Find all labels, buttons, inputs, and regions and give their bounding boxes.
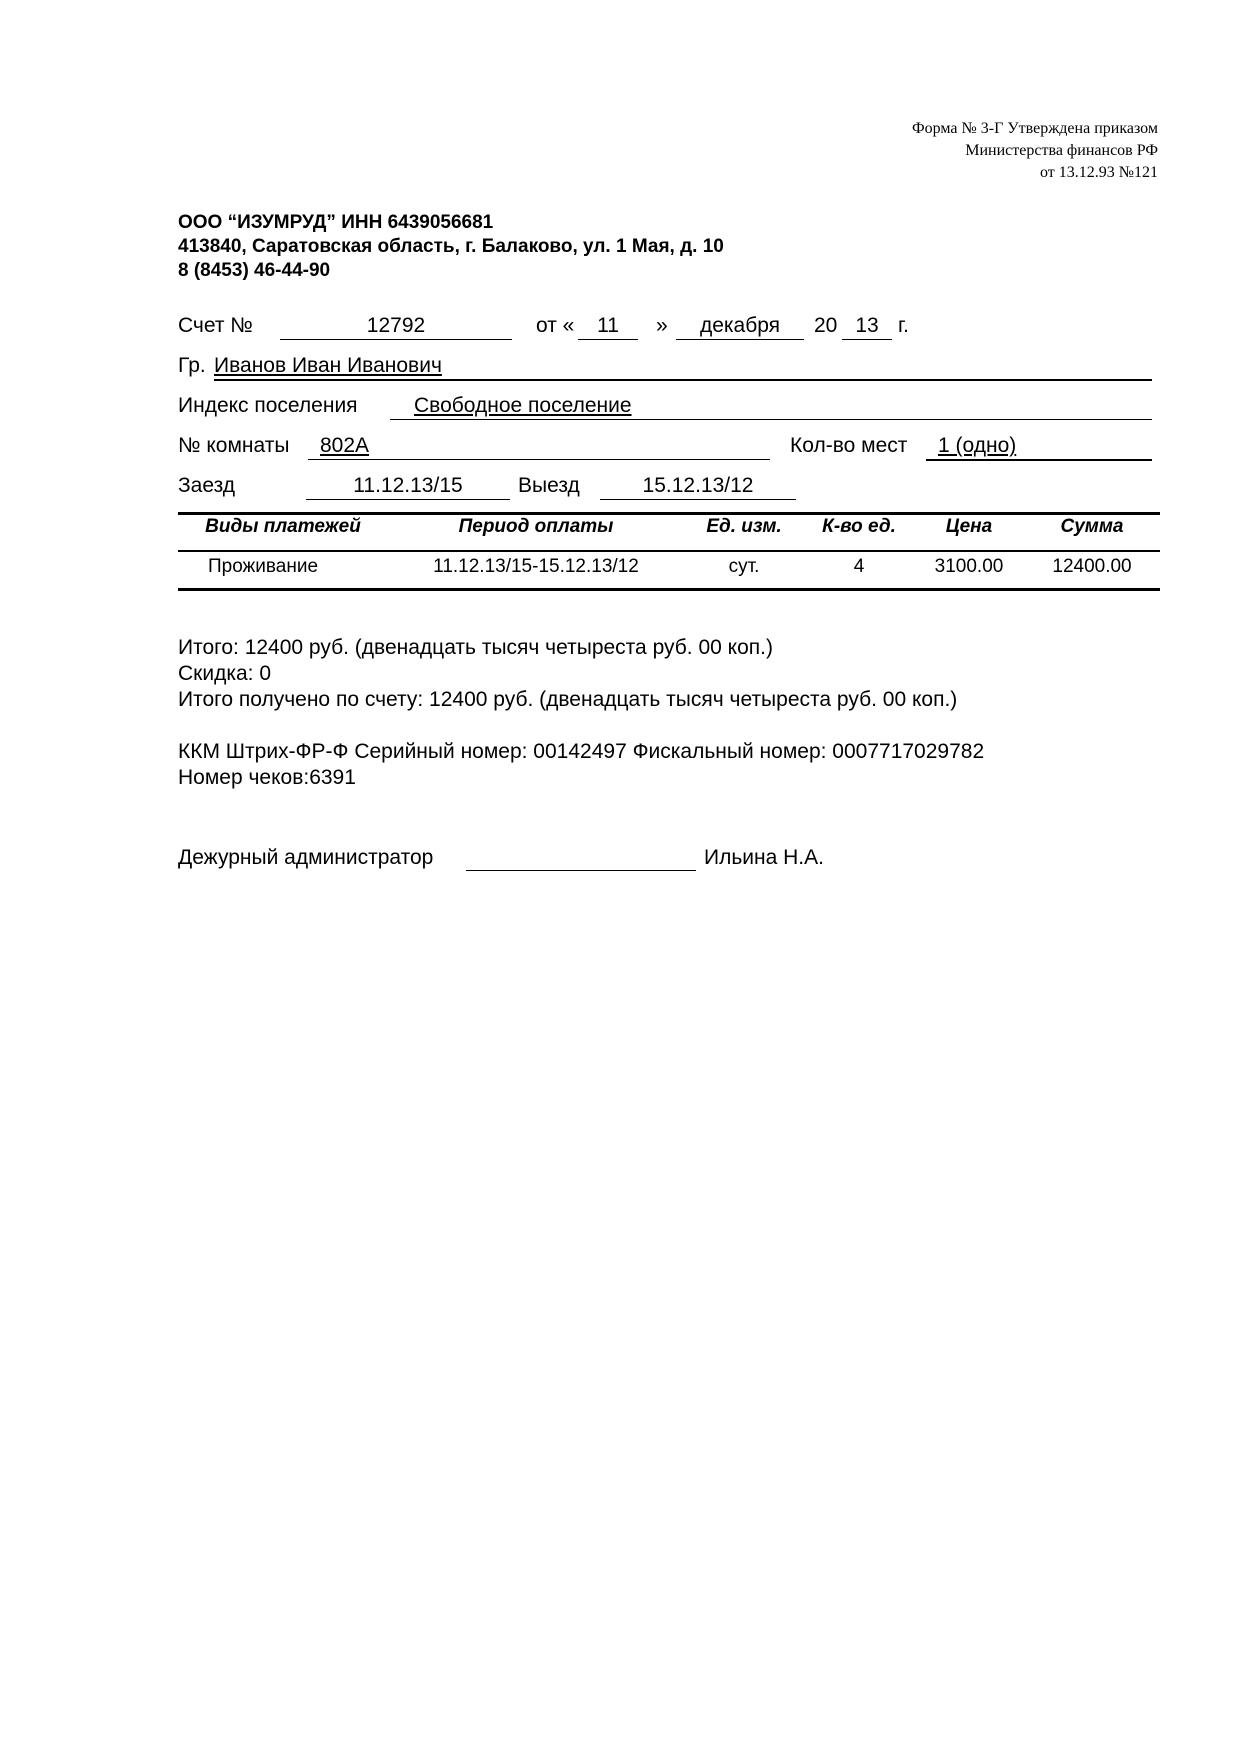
signature-name: Ильина Н.А.: [704, 846, 824, 869]
room-field: [308, 433, 770, 460]
room-label: № комнаты: [178, 434, 290, 457]
guest-name-field: [214, 353, 1152, 381]
form-ref-line2: Министерства финансов РФ: [965, 142, 1158, 159]
table-header-price: Цена: [945, 516, 993, 537]
table-header-unit: Ед. изм.: [706, 516, 782, 537]
table-row: [178, 556, 1160, 584]
checkout-value: 15.12.13/12: [642, 474, 754, 497]
table-cell-quantity: 4: [853, 556, 865, 577]
form-ref-line1: Форма № 3-Г Утверждена приказом: [911, 120, 1158, 137]
invoice-number-field: [280, 313, 512, 340]
table-cell-sum: 12400.00: [1052, 556, 1132, 577]
table-cell-unit: сут.: [728, 556, 760, 577]
kkm-line: ККМ Штрих-ФР-Ф Серийный номер: 00142497 Фискальный номер: 0007717029782: [178, 740, 985, 763]
table-header-sum: Сумма: [1060, 516, 1124, 537]
checkout-field: [600, 473, 796, 500]
received-line: Итого получено по счету: 12400 руб. (двенадцать тысяч четыреста руб. 00 коп.): [178, 688, 958, 711]
checkout-label: Выезд: [518, 474, 580, 497]
checkin-field: [306, 473, 510, 500]
invoice-day: 11: [597, 314, 619, 337]
invoice-quote-close: »: [656, 314, 668, 337]
invoice-year-suffix: 13: [855, 314, 879, 337]
settlement-label: Индекс поселения: [178, 394, 358, 417]
invoice-year-unit: г.: [898, 314, 909, 337]
org-address: 413840, Саратовская область, г. Балаково, ул. 1 Мая, д. 10: [178, 236, 724, 257]
checkin-label: Заезд: [178, 474, 236, 497]
invoice-month-field: [676, 313, 804, 340]
guest-label: Гр.: [178, 354, 206, 377]
org-phone: 8 (8453) 46-44-90: [178, 260, 331, 281]
room-value: 802А: [320, 434, 370, 457]
table-top-rule: [178, 512, 1160, 515]
table-header-payment-type: Виды платежей: [205, 516, 361, 537]
settlement-value: Свободное поселение: [414, 394, 632, 417]
invoice-month: декабря: [699, 314, 781, 337]
form-ref-line3: от 13.12.93 №121: [1039, 164, 1158, 181]
table-header-rule: [178, 550, 1160, 552]
table-header-period: Период оплаты: [458, 516, 614, 537]
table-cell-period: 11.12.13/15-15.12.13/12: [433, 556, 639, 577]
table-bottom-rule: [178, 588, 1160, 591]
invoice-year-prefix: 20: [814, 314, 838, 337]
total-line: Итого: 12400 руб. (двенадцать тысяч четыреста руб. 00 коп.): [178, 636, 773, 659]
places-label: Кол-во мест: [790, 434, 908, 457]
signature-line: [466, 870, 696, 871]
checks-line: Номер чеков:6391: [178, 766, 356, 789]
form-ref: [912, 118, 1158, 184]
table-cell-price: 3100.00: [934, 556, 1004, 577]
settlement-field: [390, 393, 1152, 420]
checkin-value: 11.12.13/15: [353, 474, 463, 497]
places-value: 1 (одно): [938, 434, 1017, 457]
invoice-day-field: [578, 313, 638, 340]
invoice-number-label: Счет №: [178, 314, 253, 337]
discount-line: Скидка: 0: [178, 662, 272, 685]
table-header-quantity: К-во ед.: [822, 516, 896, 537]
invoice-number: 12792: [366, 314, 426, 337]
org-name: ООО “ИЗУМРУД” ИНН 6439056681: [178, 212, 494, 233]
places-field: [926, 433, 1152, 461]
signature-label: Дежурный администратор: [178, 846, 434, 869]
table-cell-payment-type: Проживание: [207, 556, 319, 577]
invoice-from-label: от «: [536, 314, 575, 337]
invoice-year-field: [842, 313, 892, 340]
guest-name: Иванов Иван Иванович: [214, 354, 442, 377]
